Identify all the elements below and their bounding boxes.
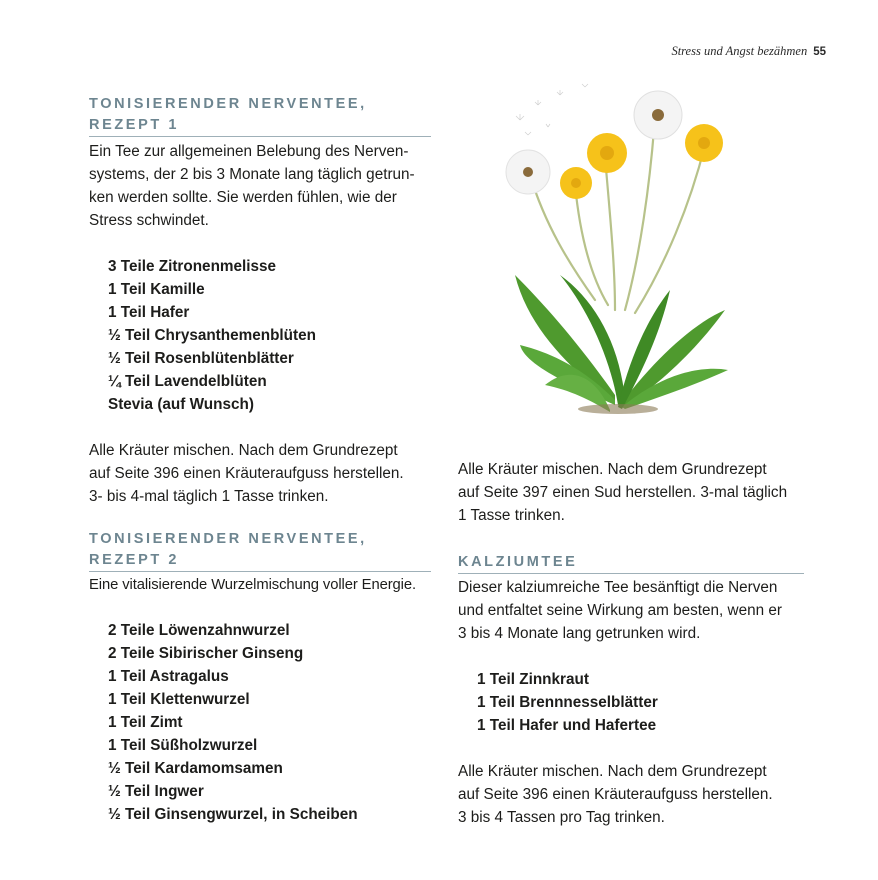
- list-item: ¼ Teil Lavendelblüten: [108, 373, 267, 390]
- list-item: 2 Teile Löwenzahnwurzel: [108, 622, 290, 639]
- recipe-2-intro: Eine vitalisierende Wurzelmischung voller Energie.: [89, 577, 416, 593]
- recipe-2-title: TONISIERENDER NERVENTEE, REZEPT 2: [89, 529, 431, 572]
- kalziumtee-ingredients: [458, 668, 804, 737]
- recipe-1-ingredients: [89, 255, 431, 416]
- floating-seeds: [516, 84, 588, 135]
- list-item: 1 Teil Kamille: [108, 281, 205, 298]
- kalziumtee: [458, 552, 804, 829]
- list-item: ½ Teil Kardamomsamen: [108, 760, 283, 777]
- list-item: ½ Teil Chrysanthemenblüten: [108, 327, 316, 344]
- list-item: ½ Teil Ginsengwurzel, in Scheiben: [108, 806, 358, 823]
- running-head: [671, 44, 826, 59]
- recipe-1-instructions: Alle Kräuter mischen. Nach dem Grundrezept auf Seite 396 einen Kräuteraufguss herstellen. 3- bis 4-mal täglich 1 Tasse trinken.: [89, 442, 404, 505]
- recipe-2: [89, 529, 431, 826]
- list-item: 1 Teil Astragalus: [108, 668, 229, 685]
- recipe-2-ingredients: [89, 619, 431, 826]
- page-number: 55: [813, 46, 826, 58]
- list-item: 1 Teil Zinnkraut: [477, 671, 589, 688]
- recipe-1-intro: Ein Tee zur allgemeinen Belebung des Nerven- systems, der 2 bis 3 Monate lang täglich getrun- ken werden sollte. Sie werden fühlen, wie der Stress schwindet.: [89, 143, 415, 229]
- list-item: 1 Teil Süßholzwurzel: [108, 737, 258, 754]
- flowers: [560, 124, 723, 199]
- running-head-title: Stress und Angst bezähmen: [671, 44, 808, 58]
- list-item: 3 Teile Zitronenmelisse: [108, 258, 277, 275]
- list-item: ½ Teil Rosenblütenblätter: [108, 350, 294, 367]
- seed-head-left: [506, 150, 550, 194]
- list-item: 1 Teil Zimt: [108, 714, 183, 731]
- list-item: Stevia (auf Wunsch): [108, 396, 254, 413]
- seed-head-top: [634, 91, 682, 139]
- recipe-2-instructions: Alle Kräuter mischen. Nach dem Grundrezept auf Seite 397 einen Sud herstellen. 3-mal täglich 1 Tasse trinken.: [458, 461, 788, 524]
- list-item: 1 Teil Klettenwurzel: [108, 691, 250, 708]
- list-item: 1 Teil Brennnesselblätter: [477, 694, 658, 711]
- leaves: [515, 275, 728, 412]
- kalziumtee-title: KALZIUMTEE: [458, 552, 804, 574]
- list-item: 1 Teil Hafer und Hafertee: [477, 717, 657, 734]
- list-item: 1 Teil Hafer: [108, 304, 190, 321]
- list-item: ½ Teil Ingwer: [108, 783, 204, 800]
- soil: [578, 404, 658, 414]
- dandelion-illustration: [500, 75, 740, 415]
- list-item: 2 Teile Sibirischer Ginseng: [108, 645, 304, 662]
- kalziumtee-instructions: Alle Kräuter mischen. Nach dem Grundrezept auf Seite 396 einen Kräuteraufguss herstellen. 3 bis 4 Tassen pro Tag trinken.: [458, 763, 773, 826]
- kalziumtee-intro: Dieser kalziumreiche Tee besänftigt die Nerven und entfaltet seine Wirkung am besten, wenn er 3 bis 4 Monate lang getrunken wird.: [458, 579, 782, 642]
- recipe-1-title: TONISIERENDER NERVENTEE, REZEPT 1: [89, 94, 431, 137]
- recipe-1: [89, 94, 431, 508]
